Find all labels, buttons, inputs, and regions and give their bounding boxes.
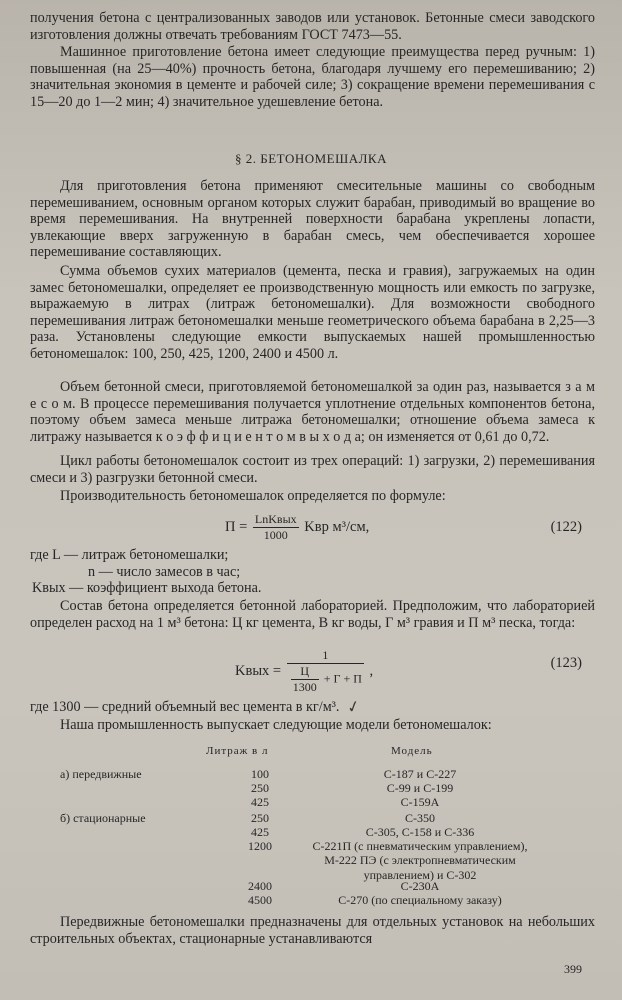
fraction-denominator: 1000: [263, 528, 288, 542]
table-cell-volume: 425: [251, 795, 269, 809]
pen-mark-icon: ✓: [345, 697, 363, 718]
variable-item: n — число замесов в час;: [88, 563, 241, 580]
variable-list: [30, 547, 261, 597]
formula-123: [235, 648, 373, 695]
table-category: а) передвижные: [60, 767, 142, 781]
formula-lhs: П =: [225, 518, 248, 535]
formula-lhs: Kвых =: [235, 662, 282, 679]
formula-fraction: [253, 512, 299, 543]
formula-rest: Kвр м³/см,: [304, 518, 370, 535]
fraction-numerator: LnKвых: [254, 512, 297, 526]
paragraph: Передвижные бетономешалки предназначены для отдельных установок на небольших строительных объектах, стационарные устанавливаются: [30, 914, 595, 947]
table-cell-model: С-230А: [400, 879, 440, 893]
paragraph: получения бетона с централизованных заводов или установок. Бетонные смеси заводского изготовления должны отвечать требованиям ГОСТ 7473—55.: [30, 10, 595, 43]
paragraph: Цикл работы бетономешалок состоит из трех операций: 1) загрузки, 2) перемешивания смеси и 3) разгрузки бетонной смеси.: [30, 453, 595, 486]
table-cell-model: С-305, С-158 и С-336: [365, 825, 475, 839]
variable-item: где L — литраж бетономешалки;: [30, 547, 229, 563]
table-header-model: Модель: [391, 745, 433, 757]
inner-denominator: 1300: [292, 680, 317, 694]
variable-item: Kвых — коэффициент выхода бетона.: [32, 580, 262, 597]
paragraph: Сумма объемов сухих материалов (цемента, песка и гравия), загружаемых на один замес бетономешалки, определяет ее производственную мощность или емкость по загрузке, выражаемую в литрах (литраж бетономешалки). Для возможности свободного перемешивания литраж бетономешалки меньше геометрического объема барабана в 2,25—3 раза. Установлены следующие емкости выпускаемых нашей промышленностью бетономешалок: 100, 250, 425, 1200, 2400 и 4500 л.: [30, 263, 595, 362]
paragraph: Производительность бетономешалок определяется по формуле:: [60, 488, 446, 504]
paragraph: Наша промышленность выпускает следующие модели бетономешалок:: [60, 717, 492, 733]
table-cell-model: С-270 (по специальному заказу): [338, 893, 502, 907]
table-cell-volume: 4500: [248, 893, 272, 907]
table-cell-model: С-159А: [400, 795, 440, 809]
table-cell-model: С-350: [405, 811, 435, 825]
inner-numerator: Ц: [291, 664, 319, 680]
paragraph: Объем бетонной смеси, приготовляемой бетономешалкой за один раз, называется з а м е с о м. В процессе перемешивания получается уплотнение отдельных компонентов бетона, поэтому объем замеса меньше литража бетономешалки; отношение объема замеса к литражу называется к о э ф ф и ц и е н т о м в ы х о д а; он изменяется от 0,61 до 0,72.: [30, 379, 595, 445]
fraction-denominator: [287, 664, 364, 695]
table-category: б) стационарные: [60, 811, 146, 825]
equation-number: (123): [550, 655, 582, 671]
paragraph: Машинное приготовление бетона имеет следующие преимущества перед ручным: 1) повышенная (на 25—40%) прочность бетона, благодаря лучшему его перемешиванию; 2) значительная экономия в цементе и рабочей силе; 3) сокращение времени перемешивания с 15—20 до 1—2 мин; 4) значительное удешевление бетона.: [30, 44, 595, 110]
table-cell-model: С-187 и С-227: [383, 767, 457, 781]
table-cell-volume: 1200: [248, 839, 272, 853]
paragraph: Для приготовления бетона применяют смесительные машины со свободным перемешиванием, основным органом которых служит барабан, приводимый во вращение во время перемешивания. На внутренней поверхности барабана укреплены лопасти, увлекающие вверх загруженную в барабан смесь, чем обеспечивается хорошее перемешивание составляющих.: [30, 178, 595, 261]
paragraph: Состав бетона определяется бетонной лабораторией. Предположим, что лабораторией определен расход на 1 м³ бетона: Ц кг цемента, В кг воды, Г м³ гравия и П м³ песка, тогда:: [30, 598, 595, 631]
equation-number: (122): [550, 519, 582, 535]
table-cell-volume: 100: [251, 767, 269, 781]
formula-fraction: [287, 648, 364, 695]
paragraph: где 1300 — средний объемный вес цемента в кг/м³.: [30, 699, 340, 715]
table-cell-volume: 250: [251, 781, 269, 795]
page-number: 399: [564, 962, 582, 976]
formula-122: [225, 512, 369, 543]
table-cell-model: С-221П (с пневматическим управлением), М-222 ПЭ (с электропневматическим управлением) и С-302: [312, 839, 528, 882]
inner-fraction: [291, 664, 319, 695]
table-header-volume: Литраж в л: [206, 745, 269, 757]
table-cell-volume: 425: [251, 825, 269, 839]
table-cell-model: С-99 и С-199: [386, 781, 454, 795]
section-heading: § 2. БЕТОНОМЕШАЛКА: [235, 151, 387, 166]
table-cell-volume: 250: [251, 811, 269, 825]
table-cell-volume: 2400: [248, 879, 272, 893]
formula-tail: ,: [369, 662, 374, 679]
denominator-rest: + Г + П: [323, 671, 362, 686]
fraction-numerator: 1: [287, 648, 364, 664]
